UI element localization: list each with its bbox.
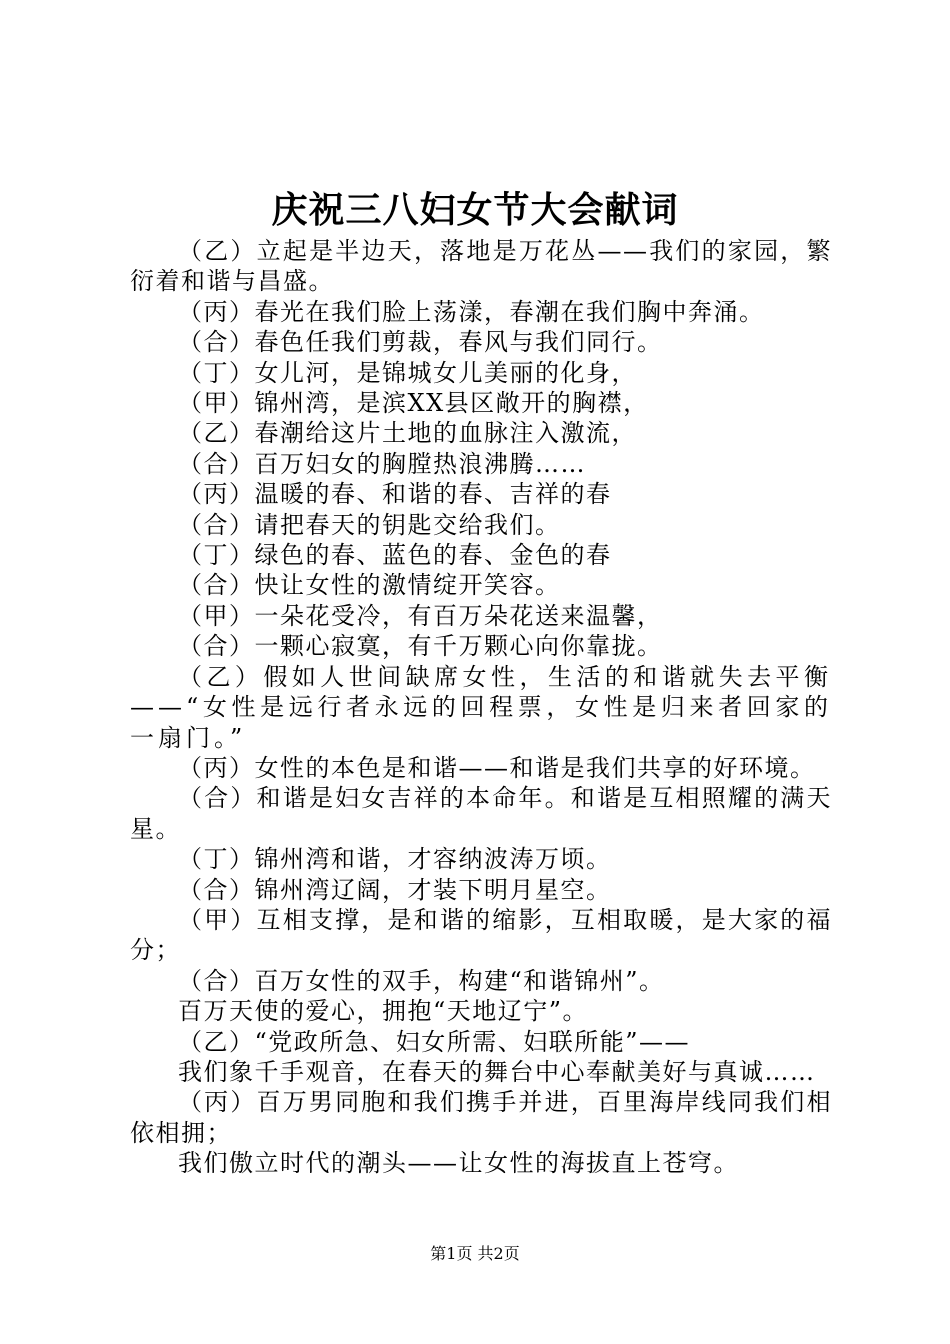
paragraph: （丁）锦州湾和谐，才容纳波涛万顷。	[178, 845, 612, 874]
paragraph: （合）锦州湾辽阔，才装下明月星空。	[178, 875, 612, 904]
paragraph: （丙）百万男同胞和我们携手并进，百里海岸线同我们相依相拥；	[130, 1088, 832, 1147]
paragraph: （乙）“党政所急、妇女所需、妇联所能”——	[178, 1027, 691, 1056]
paragraph: （合）快让女性的激情绽开笑容。	[178, 571, 561, 600]
paragraph: （甲）一朵花受冷，有百万朵花送来温馨，	[178, 601, 663, 630]
paragraph: （丙）春光在我们脸上荡漾，春潮在我们胸中奔涌。	[178, 297, 765, 326]
paragraph: （甲）互相支撑，是和谐的缩影，互相取暖，是大家的福分；	[130, 905, 832, 965]
paragraph: （合）百万女性的双手，构建“和谐锦州”。	[178, 966, 665, 995]
paragraph: （丙）女性的本色是和谐——和谐是我们共享的好环境。	[178, 753, 816, 782]
paragraph: （合）请把春天的钥匙交给我们。	[178, 510, 561, 539]
paragraph: （合）百万妇女的胸膛热浪沸腾……	[178, 449, 586, 478]
paragraph: （合）和谐是妇女吉祥的本命年。和谐是互相照耀的满天星。	[130, 784, 832, 843]
paragraph: （甲）锦州湾，是滨XX县区敞开的胸襟，	[178, 389, 649, 418]
document-body	[130, 236, 832, 1179]
paragraph: 百万天使的爱心，拥抱“天地辽宁”。	[178, 997, 589, 1026]
paragraph: （乙）假如人世间缺席女性，生活的和谐就失去平衡——“女性是远行者永远的回程票，女性是归来者回家的一扇门。”	[130, 662, 832, 752]
paragraph: （乙）立起是半边天，落地是万花丛——我们的家园，繁衍着和谐与昌盛。	[130, 237, 832, 296]
page-number-footer: 第1页 共2页	[430, 1244, 520, 1263]
paragraph: （合）春色任我们剪裁，春风与我们同行。	[178, 328, 663, 357]
paragraph: 我们傲立时代的潮头——让女性的海拔直上苍穹。	[178, 1149, 739, 1178]
document-title: 庆祝三八妇女节大会献词	[271, 189, 679, 231]
paragraph: 我们象千手观音，在春天的舞台中心奉献美好与真诚……	[178, 1057, 816, 1086]
paragraph: （乙）春潮给这片土地的血脉注入激流，	[178, 419, 637, 448]
paragraph: （丙）温暖的春、和谐的春、吉祥的春	[178, 480, 612, 509]
paragraph: （丁）绿色的春、蓝色的春、金色的春	[178, 541, 612, 570]
paragraph: （合）一颗心寂寞，有千万颗心向你靠拢。	[178, 632, 663, 661]
paragraph: （丁）女儿河，是锦城女儿美丽的化身，	[178, 358, 637, 387]
